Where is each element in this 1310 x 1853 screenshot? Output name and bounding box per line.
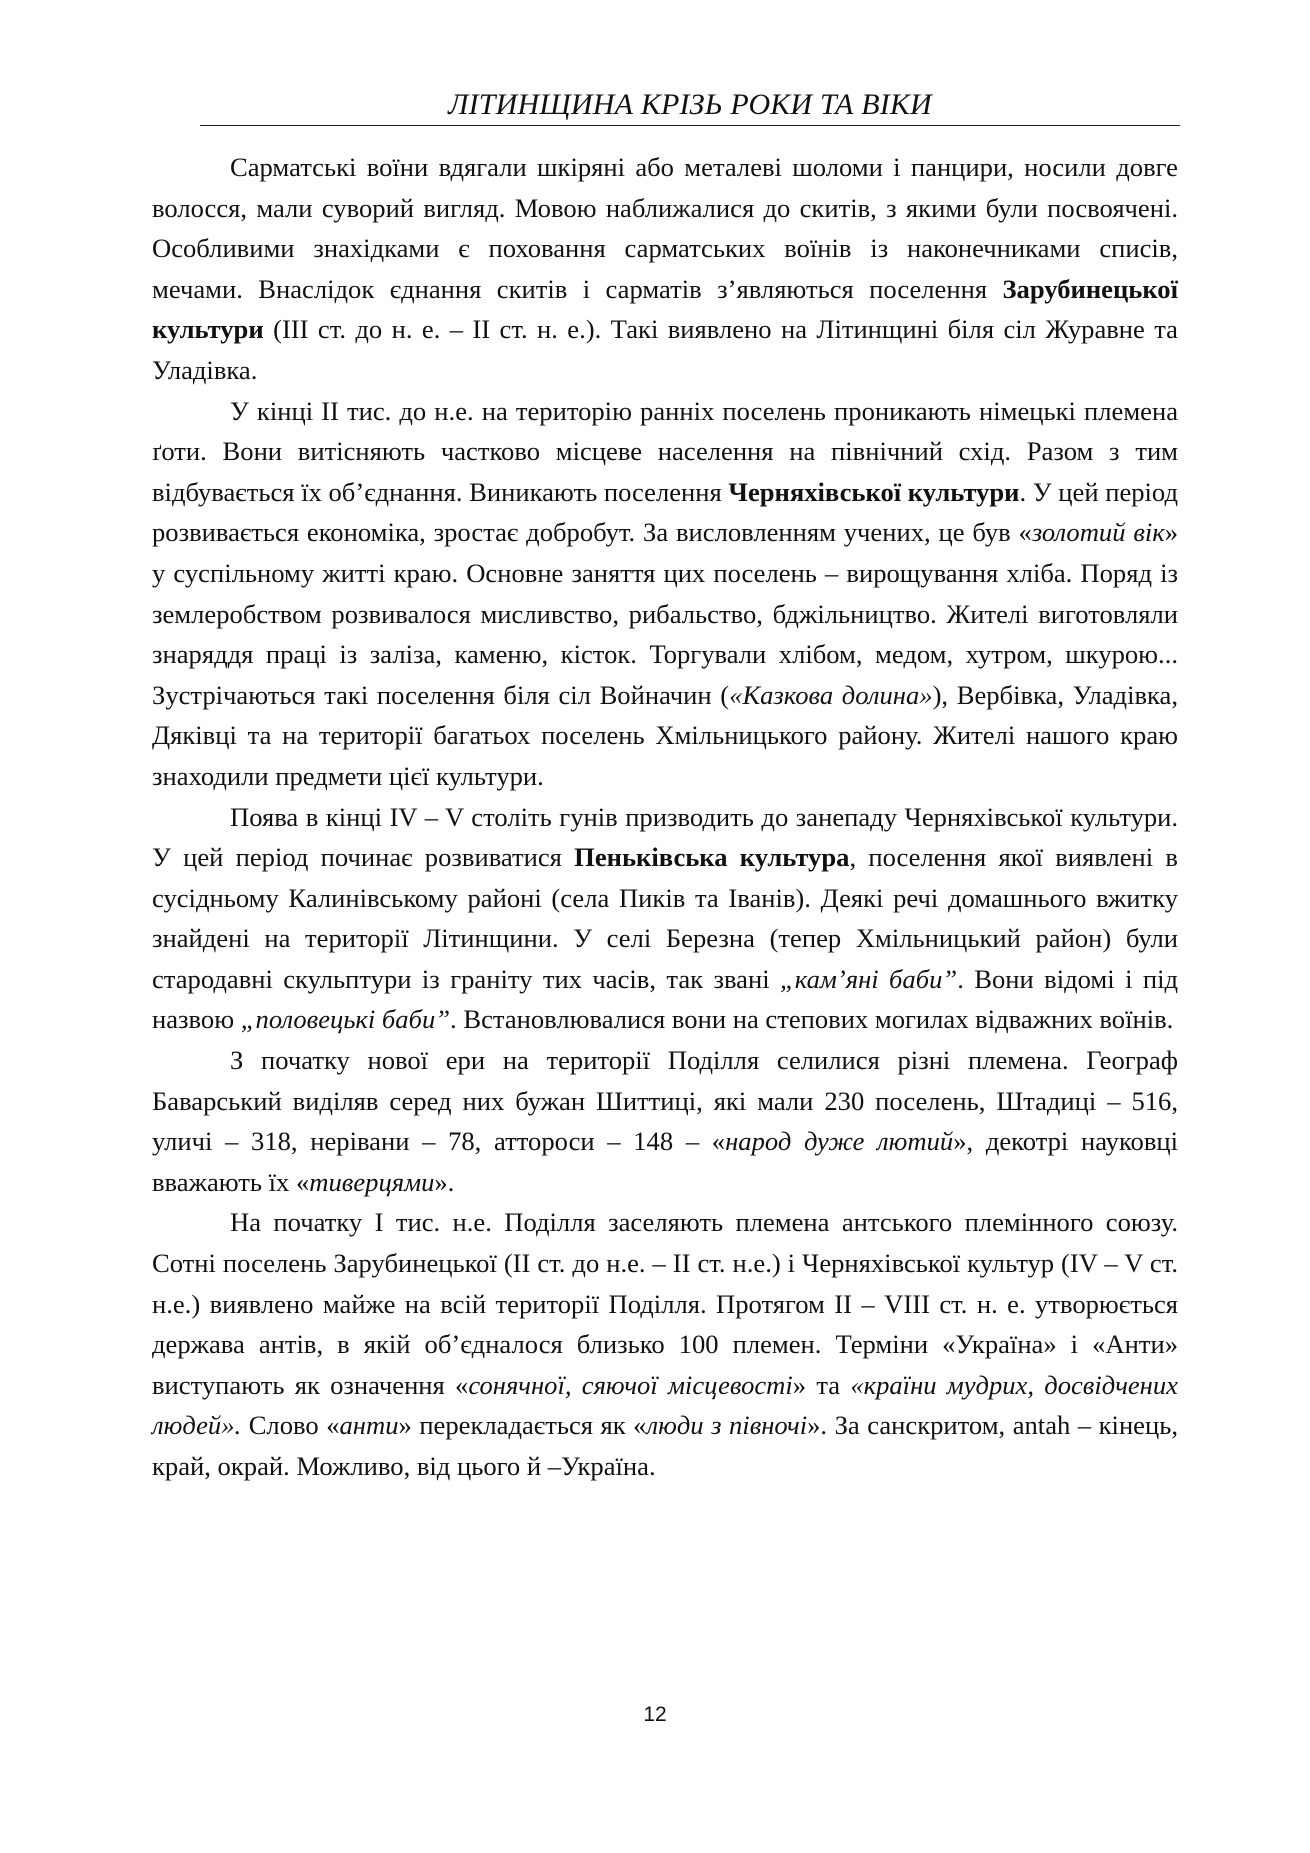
italic-quote: „кам’яні баби” bbox=[780, 963, 958, 994]
paragraph-sarmatians bbox=[152, 147, 1178, 391]
paragraph-text: Поява в кінці IV – V століть гунів призводить до занепаду Черняхівської культури. У цей період починає розвиватися bbox=[152, 801, 1178, 873]
paragraph-text: » та bbox=[792, 1369, 851, 1400]
italic-quote: золотий вік bbox=[1031, 517, 1165, 548]
paragraph-text: ), Вербівка, Уладівка, Дяківці та на території багатьох поселень Хмільницького району. Жителі нашого краю знаходили предмети цієї культури. bbox=[152, 679, 1178, 791]
paragraph-text: Слово « bbox=[241, 1410, 340, 1441]
italic-quote: народ дуже лютий bbox=[725, 1126, 954, 1157]
running-header-title: ЛІТИНЩИНА КРІЗЬ РОКИ ТА ВІКИ bbox=[448, 88, 932, 121]
paragraph-text: На початку І тис. н.е. Поділля заселяють племена антського племінного союзу. Сотні поселень Зарубинецької (ІІ ст. до н.е. – ІІ ст. н.е.) і Черняхівської культур (IV – V ст. н.е.) виявлено майже на всій території Поділля. Протягом ІІ – VIII ст. н. е. утворюється держава антів, в якій об’єдналося близько 100 племен. Терміни «Україна» і «Анти» виступають як означення « bbox=[152, 1207, 1178, 1400]
italic-quote: люди з півночі bbox=[646, 1410, 808, 1441]
paragraph-text: ». bbox=[434, 1166, 455, 1197]
paragraph-text: З початку нової ери на території Поділля селилися різні племена. Географ Баварський виділяв серед них бужан Шиттиці, які мали 230 поселень, Штадиці – 516, уличі – 318, нерівани – 78, аттороси – 148 – « bbox=[152, 1045, 1178, 1157]
paragraph-goths-chernyakhiv bbox=[152, 391, 1178, 797]
paragraph-text: (ІІІ ст. до н. е. – ІІ ст. н. е.). Такі виявлено на Літинщині біля сіл Журавне та Уладівка. bbox=[152, 314, 1178, 385]
paragraph-text: Сарматські воїни вдягали шкіряні або металеві шоломи і панцири, носили довге волосся, мали суворий вигляд. Мовою наближалися до скитів, з якими були посвоячені. Особливими знахідками є поховання сарматських воїнів із наконечниками списів, мечами. Внаслідок єднання скитів і сарматів з’являються поселення bbox=[152, 152, 1178, 304]
italic-quote: «Казкова долина» bbox=[729, 679, 933, 710]
italic-quote: сонячної, сяючої місцевості bbox=[468, 1369, 793, 1400]
paragraph-text: . Вони відомі і під назвою bbox=[152, 963, 1179, 1035]
italic-quote: «країни мудрих, досвідчених людей». bbox=[152, 1369, 1178, 1441]
bold-term-zarubyntsi-culture: Зарубинецької культури bbox=[152, 273, 1178, 345]
paragraph-text: . У цей період розвивається економіка, зростає добробут. За висловленням учених, це був « bbox=[152, 476, 1178, 548]
paragraph-text: » у суспільному житті краю. Основне заняття цих поселень – вирощування хліба. Поряд із землеробством розвивалося мисливство, рибальство, бджільництво. Жителі виготовляли знаряддя праці із заліза, каменю, кісток. Торгували хлібом, медом, хутром, шкурою... Зустрічаються такі поселення біля сіл Войначин ( bbox=[152, 517, 1178, 710]
paragraph-text: У кінці ІІ тис. до н.е. на територію ранніх поселень проникають німецькі племена ґоти. Вони витісняють частково місцеве населення на північний схід. Разом з тим відбувається їх об’єднання. Виникають поселення bbox=[152, 395, 1178, 507]
bold-term-chernyakhiv-culture: Черняхівської культури bbox=[728, 476, 1020, 507]
header-divider bbox=[200, 125, 1180, 126]
paragraph-huns-penkivka bbox=[152, 797, 1178, 1041]
page-body bbox=[152, 147, 1178, 1487]
paragraph-text: », декотрі науковці вважають їх « bbox=[152, 1126, 1179, 1197]
paragraph-text: . Встановлювалися вони на степових могилах відважних воїнів. bbox=[450, 1004, 1174, 1035]
italic-quote: анти bbox=[339, 1410, 399, 1441]
paragraph-text: ». За санскритом, antah – кінець, край, окрай. Можливо, від цього й –Україна. bbox=[152, 1410, 1178, 1481]
paragraph-podillia-tribes bbox=[152, 1040, 1178, 1202]
paragraph-antes bbox=[152, 1202, 1178, 1486]
italic-quote: „половецькі баби” bbox=[240, 1004, 451, 1035]
paragraph-text: , поселення якої виявлені в сусідньому Калинівському районі (села Пиків та Іванів). Деякі речі домашнього вжитку знайдені на території Літинщини. У селі Березна (тепер Хмільницький район) були стародавні скульптури із граніту тих часів, так звані bbox=[152, 842, 1178, 994]
paragraph-text: » перекладається як « bbox=[398, 1410, 647, 1441]
italic-quote: тиверцями bbox=[309, 1166, 435, 1197]
page-number: 12 bbox=[643, 1703, 667, 1726]
bold-term-penkivka-culture: Пеньківська культура bbox=[574, 842, 850, 873]
